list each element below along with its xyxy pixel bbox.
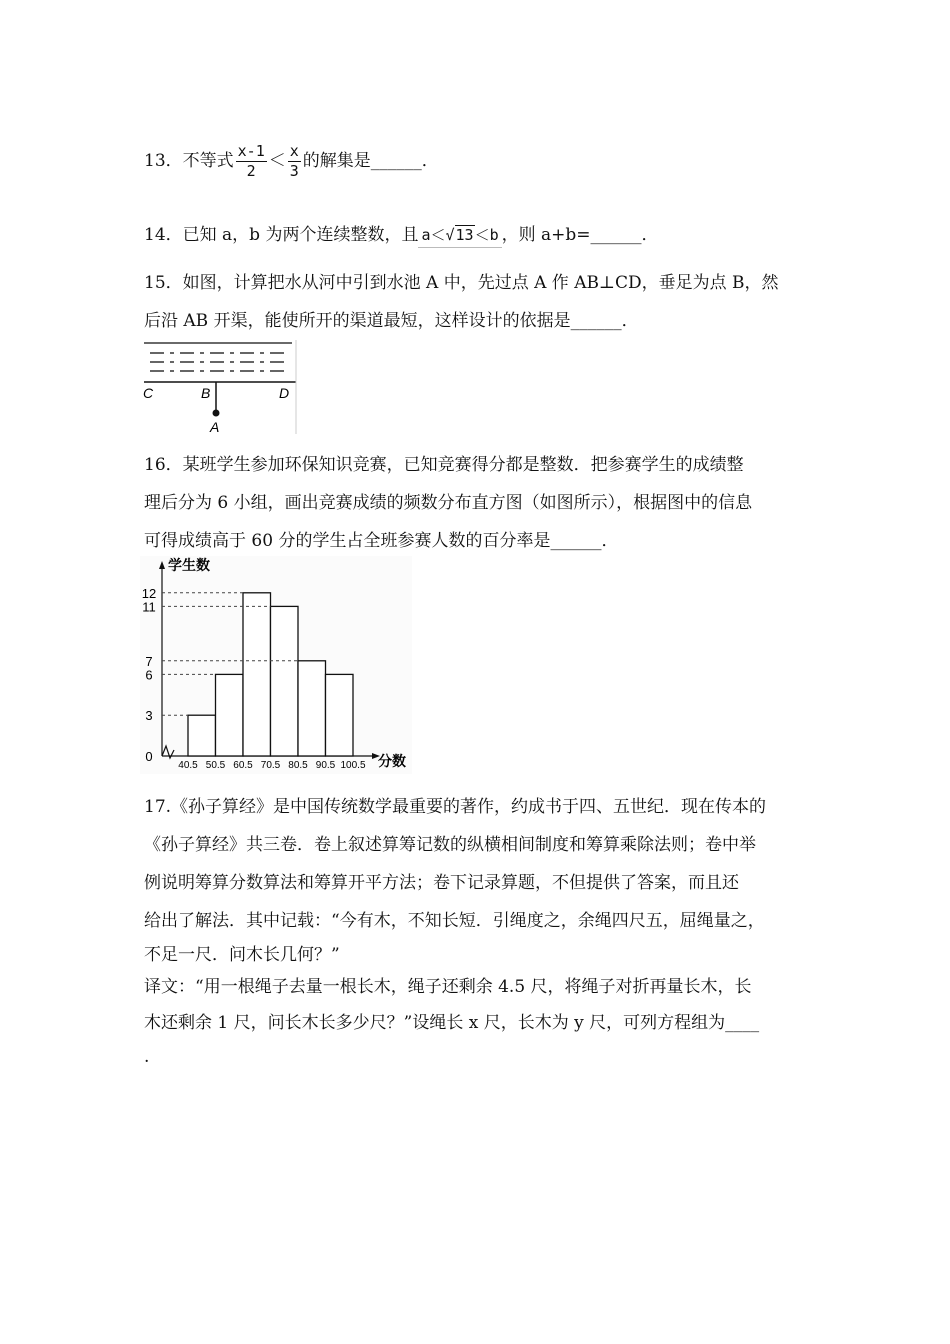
sqrt-icon: √ xyxy=(445,226,455,244)
histogram-bar xyxy=(271,606,299,756)
x-tick-label: 60.5 xyxy=(233,760,253,771)
q13-prefix: 13．不等式 xyxy=(144,151,234,171)
q17-line-3: 例说明筹算分数算法和筹算开平方法；卷下记录算题，不但提供了答案，而且还 xyxy=(144,873,739,893)
q14-suffix: ，则 a+b=______． xyxy=(501,225,659,245)
histogram-bar xyxy=(298,661,326,756)
q17-line-2: 《孙子算经》共三卷．卷上叙述算筹记数的纵横相间制度和筹算乘除法则；卷中举 xyxy=(144,835,756,855)
fraction-x-minus-1-over-2 xyxy=(236,142,267,181)
q16-line-3: 可得成绩高于 60 分的学生占全班参赛人数的百分率是______． xyxy=(144,531,619,551)
x-axis-label: 分数 xyxy=(378,753,406,769)
math-b: ＜b xyxy=(474,226,499,244)
q17-line-4: 给出了解法．其中记载：“今有木，不知长短．引绳度之，余绳四尺五，屈绳量之， xyxy=(144,911,765,931)
inequality-a-sqrt13-b xyxy=(418,223,501,248)
river-figure xyxy=(142,340,300,434)
histogram-chart xyxy=(140,556,412,774)
label-b: B xyxy=(201,385,211,401)
q16-line-1: 16．某班学生参加环保知识竞赛，已知竞赛得分都是整数．把参赛学生的成绩整 xyxy=(144,455,744,475)
q15-line-1: 15．如图，计算把水从河中引到水池 A 中，先过点 A 作 AB⊥CD，垂足为点 B，然 xyxy=(144,273,779,293)
histogram-bar xyxy=(326,674,354,756)
y-tick-label: 7 xyxy=(145,653,153,669)
y-axis-label: 学生数 xyxy=(168,557,210,573)
q17-line-1: 17.《孙子算经》是中国传统数学最重要的著作，约成书于四、五世纪．现在传本的 xyxy=(144,797,767,817)
q14-prefix: 14．已知 a，b 为两个连续整数，且 xyxy=(144,225,419,245)
question-14 xyxy=(144,216,810,254)
histogram-bar xyxy=(188,715,216,756)
question-13 xyxy=(144,142,810,181)
q17-line-5: 不足一尺．问木长几何？” xyxy=(144,945,340,965)
label-d: D xyxy=(279,385,290,401)
fraction-numerator: x-1 xyxy=(237,142,265,160)
question-15 xyxy=(144,264,810,340)
math-a: a＜ xyxy=(421,226,446,244)
fraction-numerator: x xyxy=(289,142,299,160)
histogram-bar xyxy=(243,593,271,756)
label-c: C xyxy=(143,385,154,401)
q17-line-8: . xyxy=(144,1047,150,1067)
fraction-x-over-3 xyxy=(288,142,301,181)
x-tick-label: 50.5 xyxy=(205,760,226,771)
math-radicand: 13 xyxy=(455,226,474,244)
question-16 xyxy=(144,446,810,560)
fraction-denominator: 3 xyxy=(289,162,299,180)
q17-line-7: 木还剩余 1 尺，问长木长多少尺？”设绳长 x 尺，长木为 y 尺，可列方程组为____ xyxy=(144,1013,760,1033)
point-a xyxy=(213,410,220,417)
fraction-denominator: 2 xyxy=(246,162,256,180)
x-tick-label: 70.5 xyxy=(260,760,281,771)
q17-line-6: 译文：“用一根绳子去量一根长木，绳子还剩余 4.5 尺，将绳子对折再量长木，长 xyxy=(144,977,752,997)
histogram-bar xyxy=(216,674,244,756)
q13-suffix: 的解集是______． xyxy=(302,151,439,171)
y-tick-label: 11 xyxy=(142,599,156,615)
label-a: A xyxy=(210,419,220,434)
x-tick-label: 90.5 xyxy=(315,760,336,771)
question-17 xyxy=(144,788,810,1072)
q16-line-2: 理后分为 6 小组，画出竞赛成绩的频数分布直方图（如图所示），根据图中的信息 xyxy=(144,493,753,513)
y-tick-label: 6 xyxy=(145,667,153,683)
x-tick-label: 80.5 xyxy=(288,760,308,771)
y-tick-label: 3 xyxy=(145,708,153,724)
x-tick-label: 40.5 xyxy=(178,760,198,771)
x-tick-label: 100.5 xyxy=(340,760,366,771)
y-tick-label: 12 xyxy=(141,585,157,601)
less-than-sign: ＜ xyxy=(268,151,286,171)
water-pattern xyxy=(150,353,284,371)
y-tick-label: 0 xyxy=(145,749,153,764)
q15-line-2: 后沿 AB 开渠，能使所开的渠道最短，这样设计的依据是______． xyxy=(144,311,639,331)
